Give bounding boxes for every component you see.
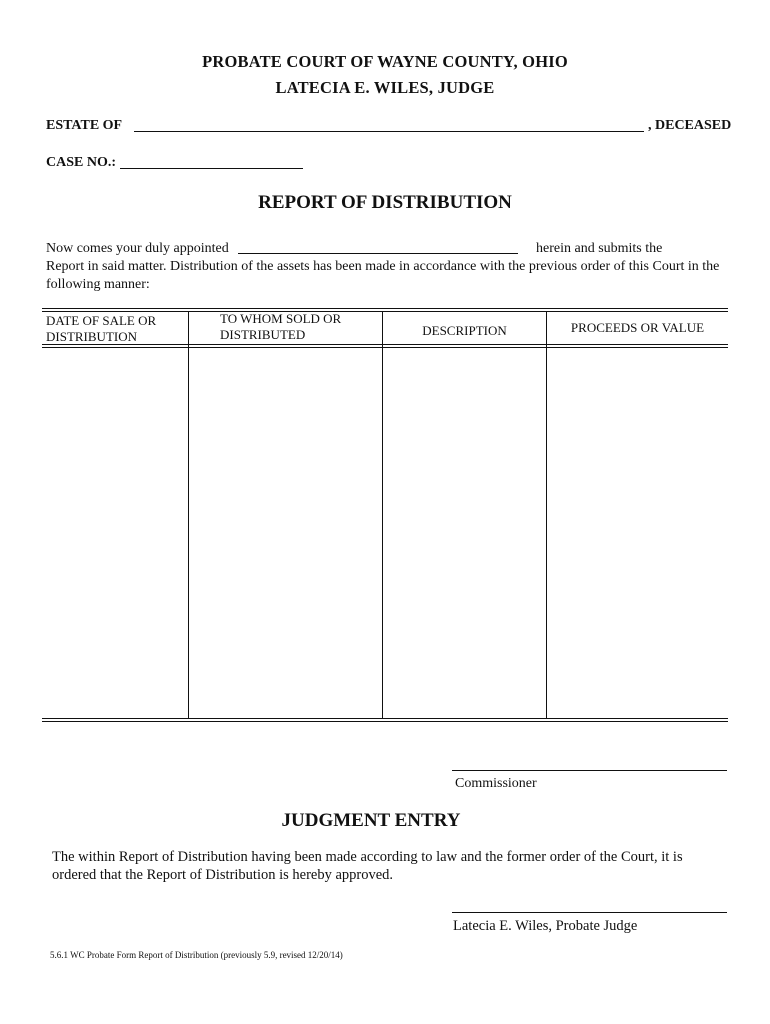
col-header-recipient-line2: DISTRIBUTED bbox=[220, 327, 306, 342]
court-title: PROBATE COURT OF WAYNE COUNTY, OHIO bbox=[202, 52, 568, 71]
intro-line-3: following manner: bbox=[46, 277, 150, 292]
col-header-description: DESCRIPTION bbox=[422, 323, 507, 338]
estate-label: ESTATE OF bbox=[46, 118, 123, 133]
deceased-label: , DECEASED bbox=[648, 118, 732, 133]
commissioner-label: Commissioner bbox=[455, 776, 537, 791]
intro-prefix: Now comes your duly appointed bbox=[46, 241, 229, 256]
report-title: REPORT OF DISTRIBUTION bbox=[258, 192, 512, 213]
judgment-line-2: ordered that the Report of Distribution is hereby approved. bbox=[52, 867, 394, 883]
estate-name-input[interactable] bbox=[134, 116, 644, 132]
proceeds-column-body[interactable] bbox=[547, 348, 728, 718]
distribution-table bbox=[42, 308, 728, 722]
col-header-date-line1: DATE OF SALE OR bbox=[46, 313, 157, 328]
judge-signature-line[interactable] bbox=[452, 912, 727, 913]
date-column-body[interactable] bbox=[42, 348, 188, 718]
col-header-proceeds: PROCEEDS OR VALUE bbox=[570, 320, 705, 335]
intro-line-2: Report in said matter. Distribution of the assets has been made in accordance with the previous order of this Court in the bbox=[46, 259, 720, 274]
judge-signer-label: Latecia E. Wiles, Probate Judge bbox=[453, 918, 638, 934]
description-column-body[interactable] bbox=[383, 348, 546, 718]
col-header-date bbox=[46, 313, 156, 345]
col-header-recipient bbox=[220, 311, 341, 343]
form-footer: 5.6.1 WC Probate Form Report of Distribution (previously 5.9, revised 12/20/14) bbox=[50, 950, 343, 960]
col-header-recipient-line1: TO WHOM SOLD OR bbox=[220, 311, 342, 326]
commissioner-signature-line[interactable] bbox=[452, 770, 727, 771]
col-header-date-line2: DISTRIBUTION bbox=[46, 329, 137, 344]
intro-suffix: herein and submits the bbox=[536, 241, 663, 256]
appointee-input[interactable] bbox=[238, 238, 518, 254]
judge-title: LATECIA E. WILES, JUDGE bbox=[275, 78, 495, 97]
judgment-line-1: The within Report of Distribution having been made according to law and the former order of the Court, it is bbox=[52, 849, 683, 865]
case-number-input[interactable] bbox=[120, 153, 303, 169]
recipient-column-body[interactable] bbox=[189, 348, 382, 718]
judgment-title: JUDGMENT ENTRY bbox=[281, 810, 461, 831]
case-number-label: CASE NO.: bbox=[46, 155, 117, 170]
